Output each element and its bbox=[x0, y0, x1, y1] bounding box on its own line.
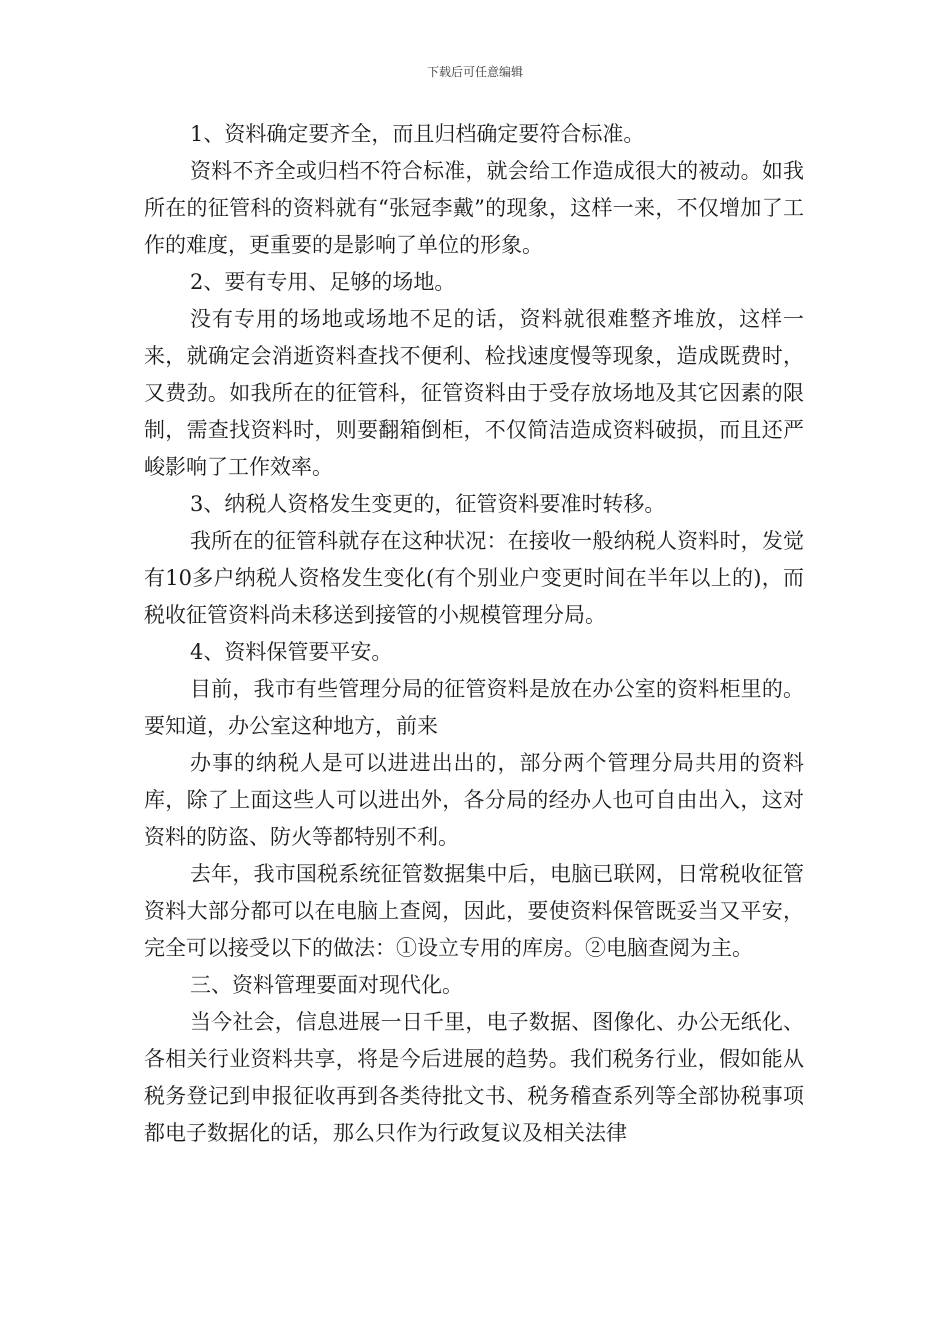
paragraph: 我所在的征管科就存在这种状况：在接收一般纳税人资料时，发觉有10多户纳税人资格发生变化(有个别业户变更时间在半年以上的)，而税收征管资料尚未移送到接管的小规模管理分局。 bbox=[144, 529, 804, 627]
document-body bbox=[144, 116, 804, 1152]
paragraph: 去年，我市国税系统征管数据集中后，电脑已联网，日常税收征管资料大部分都可以在电脑上查阅，因此，要使资料保管既妥当又平安，完全可以接受以下的做法：①设立专用的库房。②电脑查阅为主。 bbox=[144, 862, 804, 960]
heading-item-4: 4、资料保管要平安。 bbox=[190, 640, 393, 664]
paragraph: 目前，我市有些管理分局的征管资料是放在办公室的资料柜里的。要知道，办公室这种地方，前来 bbox=[144, 677, 804, 738]
page-header-note: 下载后可任意编辑 bbox=[426, 65, 523, 79]
paragraph: 资料不齐全或归档不符合标准，就会给工作造成很大的被动。如我所在的征管科的资料就有“张冠李戴”的现象，这样一来，不仅增加了工作的难度，更重要的是影响了单位的形象。 bbox=[144, 159, 804, 257]
heading-item-1: 1、资料确定要齐全，而且归档确定要符合标准。 bbox=[190, 122, 645, 146]
heading-item-3: 3、纳税人资格发生变更的，征管资料要准时转移。 bbox=[190, 492, 666, 516]
section-heading: 三、资料管理要面对现代化。 bbox=[190, 973, 463, 997]
heading-item-2: 2、要有专用、足够的场地。 bbox=[190, 270, 456, 294]
paragraph: 办事的纳税人是可以进进出出的，部分两个管理分局共用的资料库，除了上面这些人可以进出外，各分局的经办人也可自由出入，这对资料的防盗、防火等都特别不利。 bbox=[144, 751, 804, 849]
paragraph: 没有专用的场地或场地不足的话，资料就很难整齐堆放，这样一来，就确定会消逝资料查找不便利、检找速度慢等现象，造成既费时，又费劲。如我所在的征管科，征管资料由于受存放场地及其它因素的限制，需查找资料时，则要翻箱倒柜，不仅简洁造成资料破损，而且还严峻影响了工作效率。 bbox=[144, 307, 804, 479]
paragraph: 当今社会，信息进展一日千里，电子数据、图像化、办公无纸化、各相关行业资料共享，将是今后进展的趋势。我们税务行业，假如能从税务登记到申报征收再到各类待批文书、税务稽查系列等全部协税事项都电子数据化的话，那么只作为行政复议及相关法律 bbox=[144, 1010, 804, 1145]
